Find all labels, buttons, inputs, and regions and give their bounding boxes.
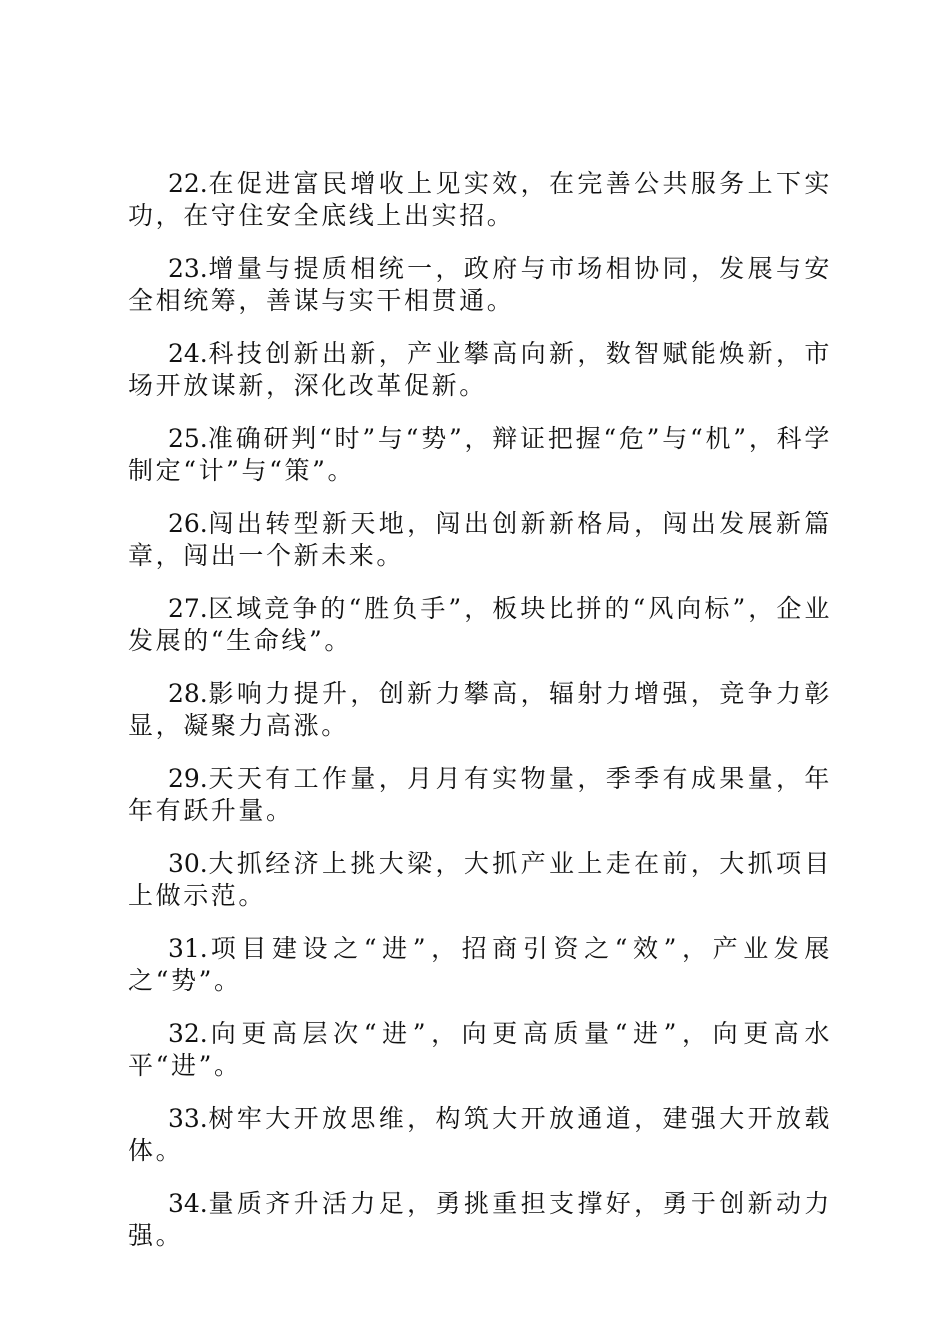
list-item-31 xyxy=(128,933,832,996)
list-item-28 xyxy=(128,678,832,741)
item-number: 25. xyxy=(168,424,208,453)
item-text: 区域竞争的“胜负手”，板块比拼的“风向标”，企业发展的“生命线”。 xyxy=(128,594,832,655)
item-text: 大抓经济上挑大梁，大抓产业上走在前，大抓项目上做示范。 xyxy=(128,849,832,910)
item-number: 27. xyxy=(168,594,208,623)
list-item-27 xyxy=(128,593,832,656)
item-number: 33. xyxy=(168,1104,208,1133)
list-item-30 xyxy=(128,848,832,911)
list-item-32 xyxy=(128,1018,832,1081)
item-number: 29. xyxy=(168,764,208,793)
item-text: 量质齐升活力足，勇挑重担支撑好，勇于创新动力强。 xyxy=(128,1189,832,1250)
list-item-24 xyxy=(128,338,832,401)
list-item-23 xyxy=(128,253,832,316)
item-number: 26. xyxy=(168,509,208,538)
list-item-33 xyxy=(128,1103,832,1166)
item-number: 32. xyxy=(168,1019,208,1048)
item-number: 23. xyxy=(168,254,208,283)
document-body xyxy=(128,168,832,1273)
item-text: 树牢大开放思维，构筑大开放通道，建强大开放载体。 xyxy=(128,1104,832,1165)
list-item-26 xyxy=(128,508,832,571)
item-number: 24. xyxy=(168,339,208,368)
list-item-22 xyxy=(128,168,832,231)
list-item-34 xyxy=(128,1188,832,1251)
item-number: 28. xyxy=(168,679,208,708)
item-number: 30. xyxy=(168,849,208,878)
item-text: 准确研判“时”与“势”，辩证把握“危”与“机”，科学制定“计”与“策”。 xyxy=(128,424,832,485)
list-item-25 xyxy=(128,423,832,486)
item-text: 天天有工作量，月月有实物量，季季有成果量，年年有跃升量。 xyxy=(128,764,832,825)
item-number: 34. xyxy=(168,1189,208,1218)
item-text: 闯出转型新天地，闯出创新新格局，闯出发展新篇章，闯出一个新未来。 xyxy=(128,509,832,570)
item-text: 向更高层次“进”，向更高质量“进”，向更高水平“进”。 xyxy=(128,1019,832,1080)
item-text: 影响力提升，创新力攀高，辐射力增强，竞争力彰显，凝聚力高涨。 xyxy=(128,679,832,740)
item-number: 31. xyxy=(168,934,208,963)
item-text: 科技创新出新，产业攀高向新，数智赋能焕新，市场开放谋新，深化改革促新。 xyxy=(128,339,832,400)
list-item-29 xyxy=(128,763,832,826)
item-text: 在促进富民增收上见实效，在完善公共服务上下实功，在守住安全底线上出实招。 xyxy=(128,169,832,230)
item-number: 22. xyxy=(168,169,208,198)
item-text: 增量与提质相统一，政府与市场相协同，发展与安全相统筹，善谋与实干相贯通。 xyxy=(128,254,832,315)
item-text: 项目建设之“进”，招商引资之“效”，产业发展之“势”。 xyxy=(128,934,832,995)
